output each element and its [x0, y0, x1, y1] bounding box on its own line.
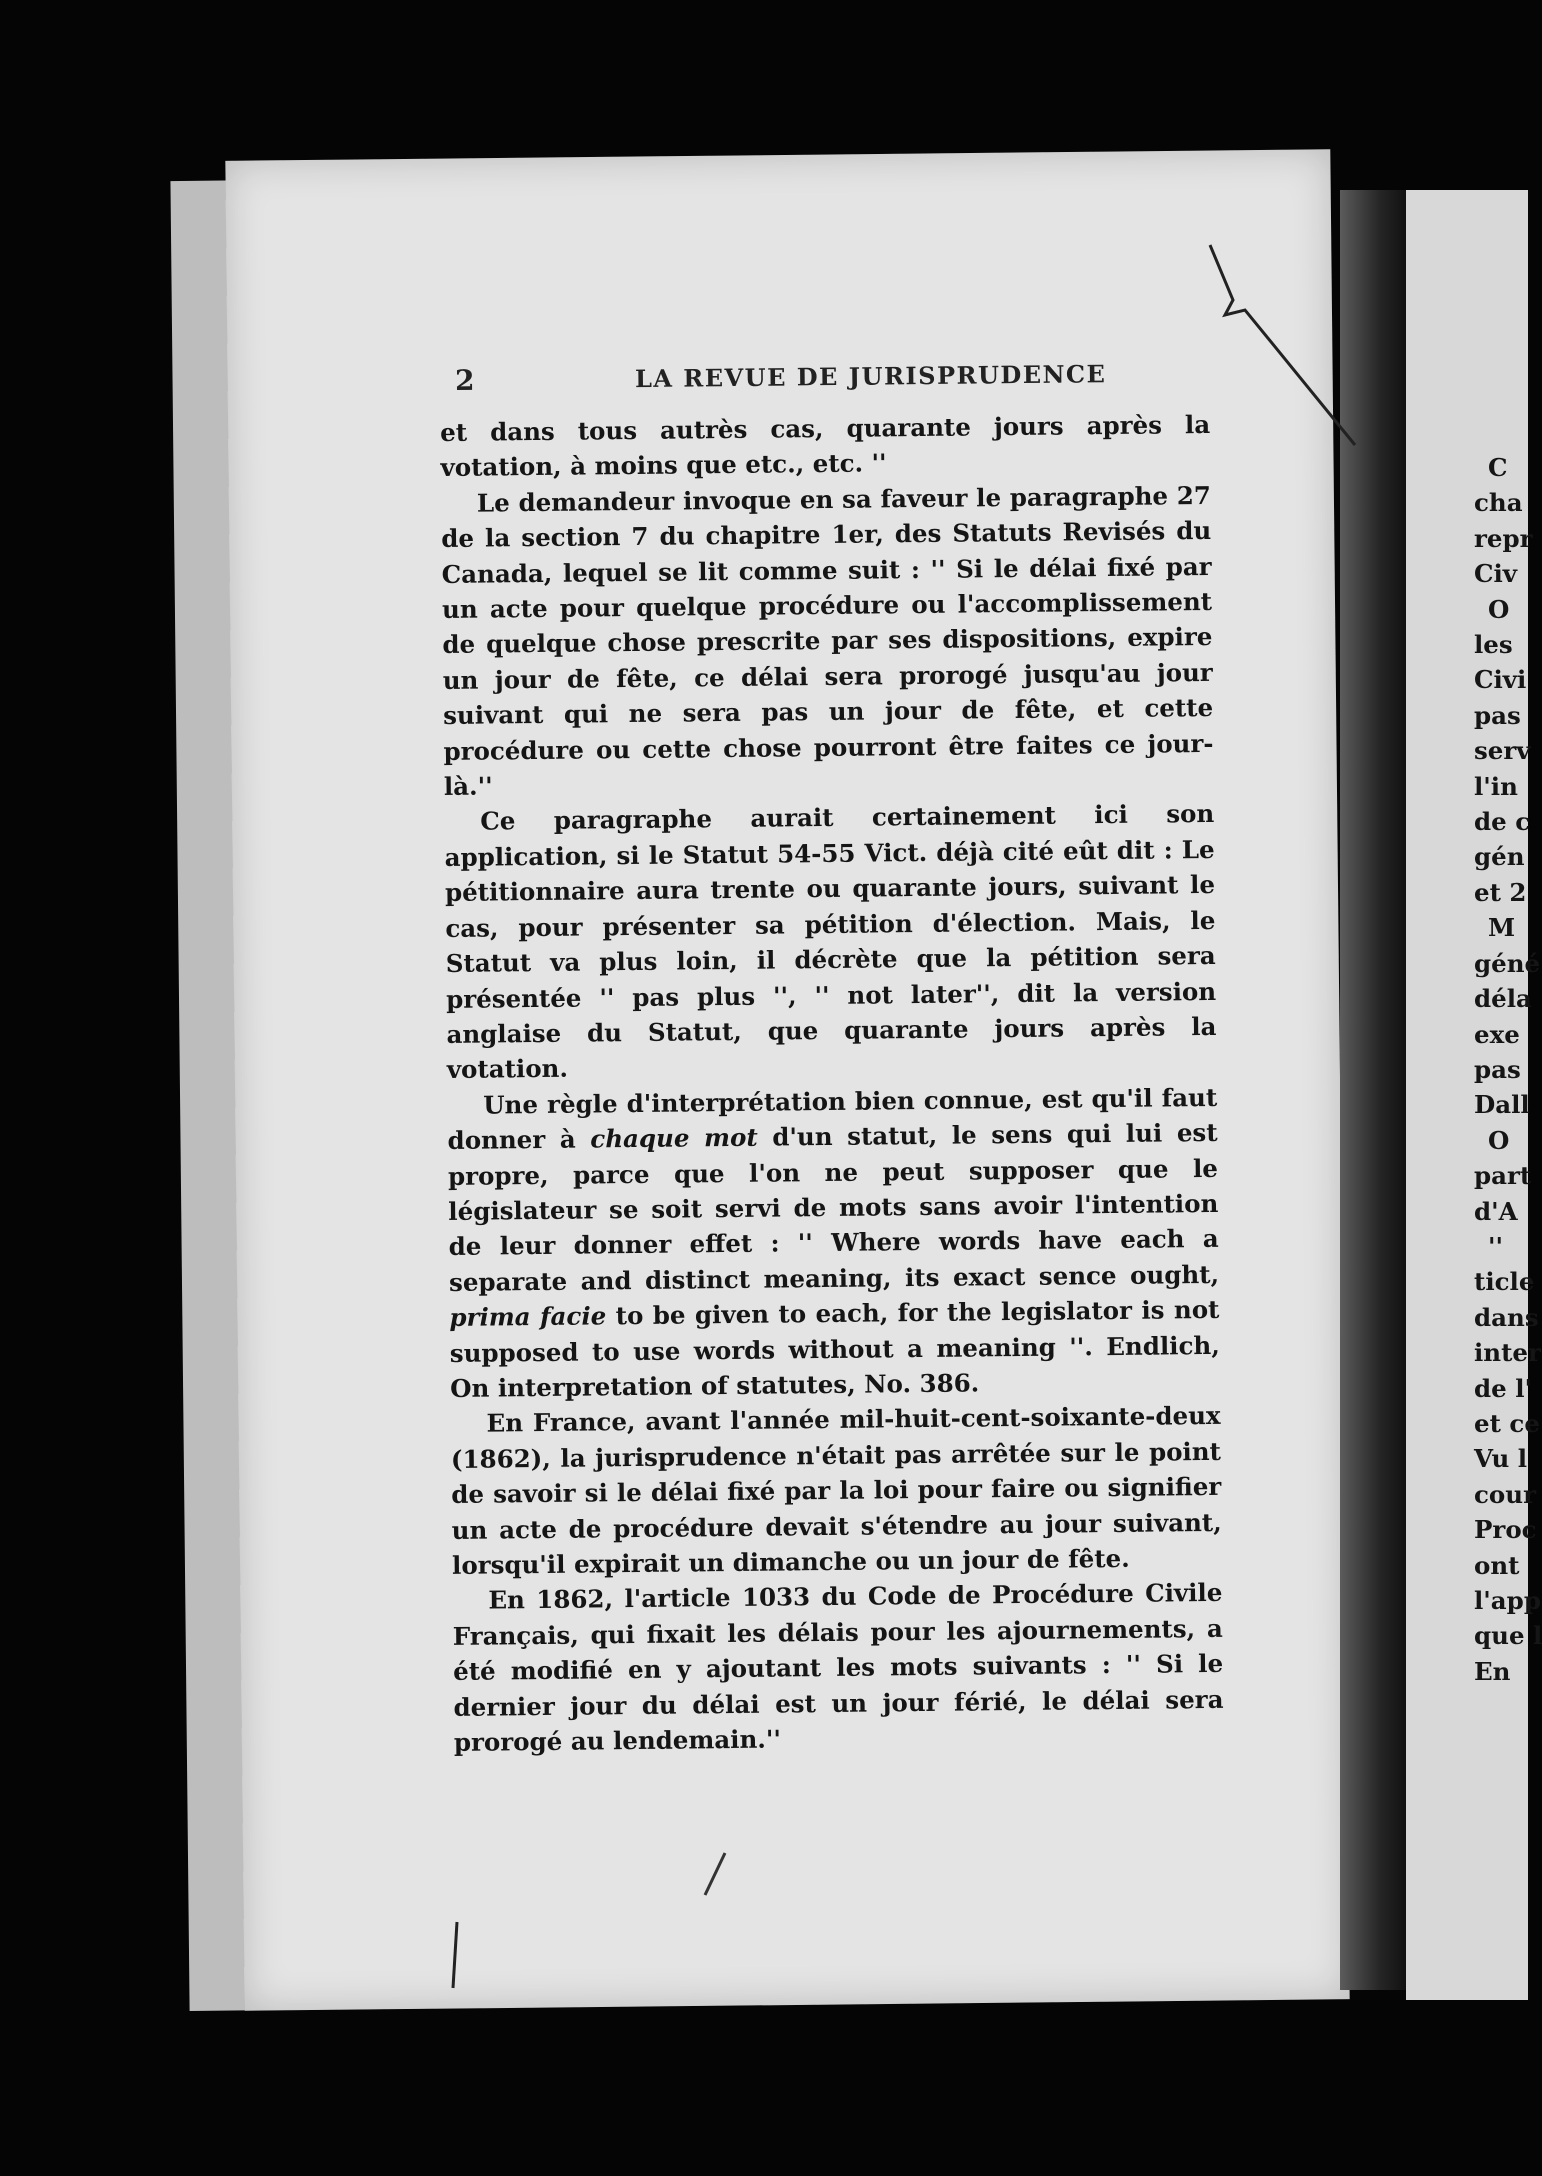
- facing-page-fragment: cha: [1474, 488, 1523, 518]
- italic-chaque-mot: chaque mot: [590, 1122, 758, 1154]
- scratch-line: [1205, 240, 1365, 450]
- facing-page-fragment: Civi: [1474, 665, 1527, 695]
- facing-page-fragment: Vu l: [1474, 1444, 1528, 1474]
- paragraph-2: Le demandeur invoque en sa faveur le paragraphe 27 de la section 7 du chapitre 1er, des Statuts Revisés du Canada, lequel se lit comme suit : '' Si le délai fixé par un acte pour quelque procédure ou l'accomplissement de quelque chose prescrite par ses dispositions, expire un jour de fête, ce délai sera prorogé jusqu'au jour suivant qui ne sera pas un jour de fête, et cette procédure ou cette chose pourront être faites ce jour-là.'': [441, 480, 1214, 802]
- facing-page-fragment: repr: [1474, 523, 1533, 553]
- facing-page-fragment: C: [1488, 453, 1508, 482]
- paragraph-4-part-b: d'un statut, le sens qui lui est propre, parce que l'on ne peut supposer que le législateur se soit servi de mots sans avoir l'intention de leur donner effet : '' Where words have each a separate and distinct meaning, its exact sence ought,: [447, 1118, 1220, 1297]
- margin-pencil-stroke: [700, 1850, 730, 1900]
- facing-page-fragment: d'A: [1474, 1196, 1518, 1226]
- facing-page-fragment: En: [1474, 1656, 1511, 1686]
- facing-page-fragment: et ce: [1474, 1408, 1540, 1438]
- page-number: 2: [454, 363, 475, 397]
- facing-page-fragment: les: [1474, 630, 1513, 660]
- facing-page-fragment: Proc: [1474, 1515, 1537, 1545]
- facing-page-fragment: de l': [1474, 1373, 1533, 1403]
- italic-prima-facie: prima facie: [449, 1301, 607, 1333]
- facing-page-fragment: Dall: [1474, 1090, 1530, 1120]
- facing-page-fragment: '': [1488, 1231, 1504, 1261]
- facing-page-fragment: inter: [1474, 1338, 1541, 1368]
- running-head: LA REVUE DE JURISPRUDENCE: [634, 359, 1107, 394]
- paragraph-4-part-a: Une règle d'interprétation bien connue, est qu'il faut donner à: [447, 1082, 1218, 1156]
- bottom-pencil-stroke: [445, 1920, 465, 1990]
- facing-page-fragment: géné: [1474, 948, 1541, 978]
- main-text-column: [440, 407, 1224, 1760]
- facing-page-fragment: exe: [1474, 1019, 1520, 1049]
- facing-page-fragment: Civ: [1474, 559, 1518, 589]
- facing-page-text-fragments: [1474, 450, 1542, 1689]
- facing-page-fragment: part: [1474, 1161, 1532, 1191]
- paragraph-5: En France, avant l'année mil-huit-cent-soixante-deux (1862), la jurisprudence n'était pas arrêtée sur le point de savoir si le délai fixé par la loi pour faire ou signifier un acte de procédure devait s'étendre au jour suivant, lorsqu'il expirait un dimanche ou un jour de fête.: [450, 1401, 1222, 1580]
- facing-page-fragment: l'in: [1474, 771, 1518, 801]
- facing-page-fragment: O: [1488, 1125, 1510, 1155]
- facing-page-fragment: dans: [1474, 1302, 1539, 1332]
- paragraph-3: Ce paragraphe aurait certainement ici son application, si le Statut 54-55 Vict. déjà cité eût dit : Le pétitionnaire aura trente ou quarante jours, suivant le cas, pour présenter sa pétition d'élection. Mais, le Statut va plus loin, il décrète que la pétition sera présentée '' pas plus '', '' not later'', dit la version anglaise du Statut, que quarante jours après la votation.: [444, 799, 1217, 1085]
- facing-page-fragment: cour: [1474, 1479, 1536, 1509]
- facing-page-fragment: serv: [1474, 736, 1531, 766]
- paragraph-4-part-c: to be given to each, for the legislator is not supposed to use words without a meaning ''. Endlich, On interpretation of statutes, No. 386.: [449, 1295, 1220, 1403]
- paragraph-4: [447, 1080, 1220, 1407]
- facing-page-fragment: que l: [1474, 1621, 1542, 1651]
- facing-page-fragment: déla: [1474, 984, 1532, 1014]
- facing-page-fragment: de c: [1474, 807, 1531, 837]
- paragraph-1: et dans tous autrès cas, quarante jours après la votation, à moins que etc., etc. '': [440, 409, 1211, 483]
- facing-page-fragment: l'app: [1474, 1586, 1541, 1615]
- facing-page-fragment: et 2: [1474, 877, 1527, 907]
- facing-page-fragment: O: [1488, 594, 1510, 624]
- facing-page-fragment: ont: [1474, 1550, 1520, 1580]
- paragraph-6: En 1862, l'article 1033 du Code de Procédure Civile Français, qui fixait les délais pour les ajournements, a été modifié en y ajoutant les mots suivants : '' Si le dernier jour du délai est un jour férié, le délai sera prorogé au lendemain.'': [452, 1578, 1224, 1757]
- book-gutter-shadow: [1340, 190, 1406, 1990]
- facing-page-fragment: pas: [1474, 1054, 1521, 1084]
- facing-page-fragment: M: [1488, 913, 1516, 943]
- page-header: [455, 356, 1215, 404]
- facing-page-fragment: ticle: [1474, 1267, 1535, 1297]
- facing-page-fragment: gén: [1474, 842, 1525, 872]
- facing-page-fragment: pas: [1474, 700, 1521, 730]
